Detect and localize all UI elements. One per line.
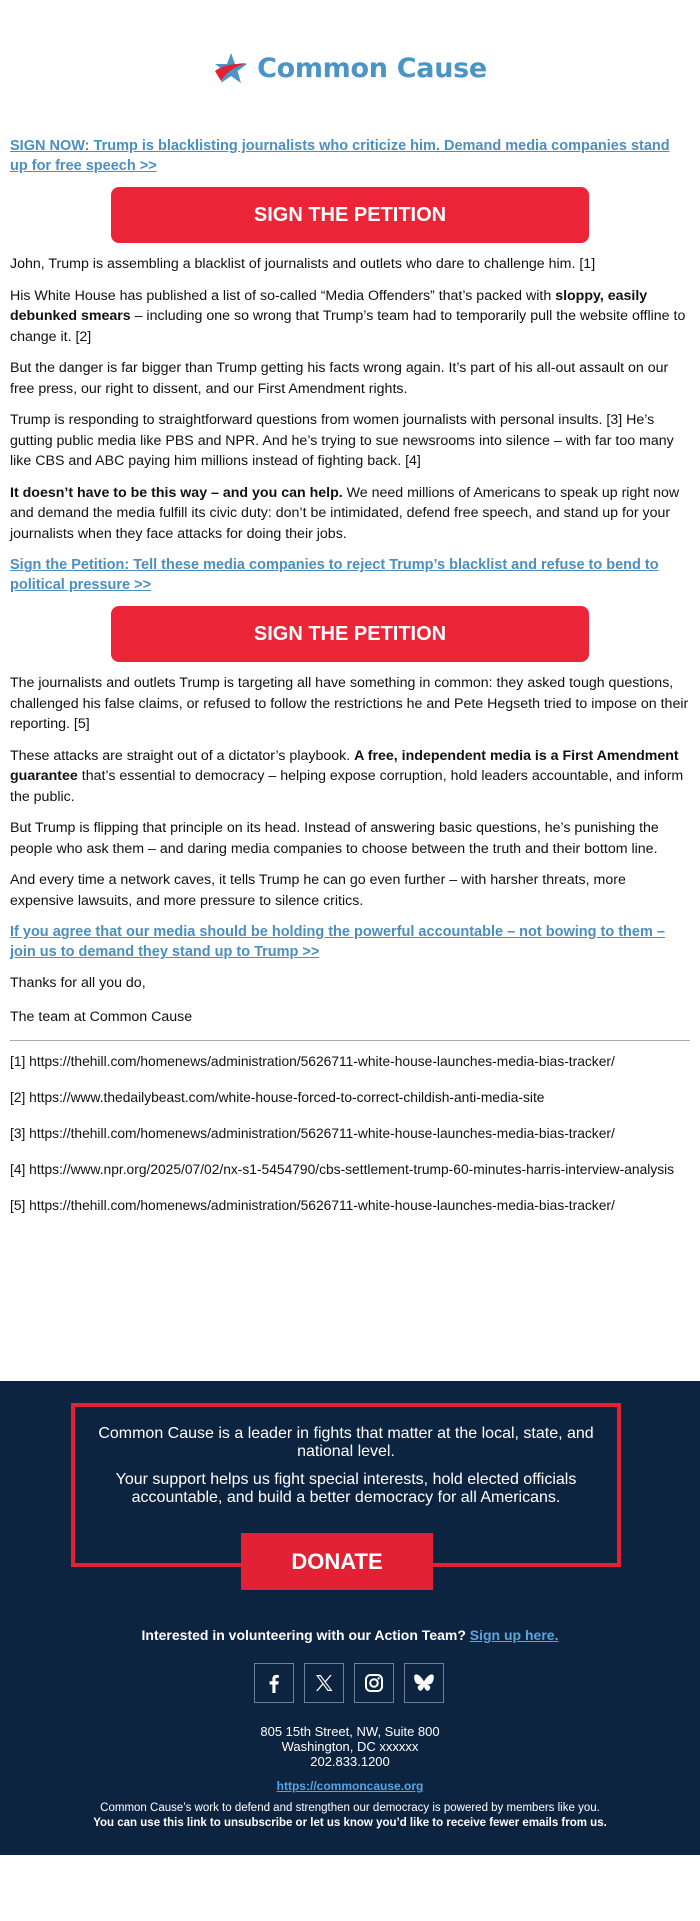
paragraph-2-bold: sloppy, easily debunked smears bbox=[10, 287, 648, 324]
social-links bbox=[254, 1663, 444, 1703]
paragraph-6: The journalists and outlets Trump is targeting all have something in common: they asked tough questions, challenged his false claims, or refused to follow the restrictions he and Pete Hegseth tried to impose on their reporting. [5] bbox=[10, 675, 689, 732]
donate-promo-box bbox=[71, 1403, 621, 1574]
phone-number: 202.833.1200 bbox=[310, 1754, 390, 1769]
paragraph-5-bold: It doesn’t have to be this way – and you can help. bbox=[10, 484, 343, 501]
paragraph-1: John, Trump is assembling a blacklist of journalists and outlets who dare to challenge him. [1] bbox=[10, 256, 596, 272]
email-body bbox=[0, 136, 700, 1216]
promo-line-1: Common Cause is a leader in fights that matter at the local, state, and national level. bbox=[98, 1425, 594, 1460]
paragraph-9: And every time a network caves, it tells Trump he can go even further – with harsher threats, more expensive lawsuits, and more pressure to silence critics. bbox=[10, 872, 626, 909]
paragraph-5 bbox=[10, 483, 690, 545]
sign-petition-link[interactable]: Sign the Petition: Tell these media companies to reject Trump’s blacklist and refuse to bend to political pressure >> bbox=[10, 557, 659, 593]
logo-text: Common Cause bbox=[257, 52, 487, 84]
bluesky-icon[interactable] bbox=[404, 1663, 444, 1703]
reference-4: [4] https://www.npr.org/2025/07/02/nx-s1-5454790/cbs-settlement-trump-60-minutes-harris-interview-analysis bbox=[10, 1162, 675, 1177]
paragraph-4: Trump is responding to straightforward questions from women journalists with personal insults. [3] He’s gutting public media like PBS and NPR. And he’s trying to sue newsrooms into silence – with far too many like CBS and ABC paying him millions instead of fighting back. [4] bbox=[10, 412, 674, 469]
petition-button-wrap-1 bbox=[10, 187, 690, 243]
website-line bbox=[0, 1779, 700, 1793]
sign-petition-button-2[interactable]: SIGN THE PETITION bbox=[111, 606, 589, 662]
website-link[interactable]: https://commoncause.org bbox=[276, 1779, 424, 1793]
paragraph-3: But the danger is far bigger than Trump getting his facts wrong again. It’s part of his all-out assault on our free press, our right to dissent, and our First Amendment rights. bbox=[10, 360, 669, 397]
reference-5: [5] https://thehill.com/homenews/administration/5626711-white-house-launches-media-bias-tracker/ bbox=[10, 1198, 615, 1213]
legal-line-1: Common Cause’s work to defend and strengthen our democracy is powered by members like you. bbox=[100, 1802, 600, 1814]
sign-petition-button-1[interactable]: SIGN THE PETITION bbox=[111, 187, 589, 243]
header-logo-area bbox=[0, 0, 700, 136]
facebook-icon[interactable] bbox=[254, 1663, 294, 1703]
paragraph-8: But Trump is flipping that principle on its head. Instead of answering basic questions, he’s punishing the people who ask them – and daring media companies to choose between the truth and their bottom line. bbox=[10, 820, 659, 857]
promo-line-2: Your support helps us fight special interests, hold elected officials accountable, and build a better democracy for all Americans. bbox=[115, 1471, 577, 1506]
unsubscribe-line[interactable]: You can use this link to unsubscribe or let us know you’d like to receive fewer emails from us. bbox=[93, 1817, 607, 1829]
instagram-icon[interactable] bbox=[354, 1663, 394, 1703]
common-cause-logo[interactable] bbox=[213, 51, 487, 85]
reference-3: [3] https://thehill.com/homenews/administration/5626711-white-house-launches-media-bias-tracker/ bbox=[10, 1126, 615, 1141]
address-line-2: Washington, DC xxxxxx bbox=[281, 1739, 419, 1754]
address-line-1: 805 15th Street, NW, Suite 800 bbox=[260, 1724, 440, 1739]
paragraph-7-text-b: that’s essential to democracy – helping expose corruption, hold leaders accountable, and inform the public. bbox=[10, 768, 684, 805]
volunteer-signup-link[interactable]: Sign up here. bbox=[469, 1627, 559, 1643]
volunteer-line bbox=[0, 1627, 700, 1643]
paragraph-2 bbox=[10, 286, 690, 348]
petition-button-wrap-2 bbox=[10, 606, 690, 662]
paragraph-5-text: We need millions of Americans to speak up right now and demand the media fulfill its civic duty: don’t be intimidated, defend free speech, and stand up for your journalists when they face attacks for doing their jobs. bbox=[10, 484, 680, 542]
volunteer-text: Interested in volunteering with our Action Team? bbox=[141, 1627, 466, 1643]
thanks-text: Thanks for all you do, bbox=[10, 975, 146, 991]
mailing-address bbox=[0, 1724, 700, 1769]
paragraph-7-bold: A free, independent media is a First Amendment guarantee bbox=[10, 747, 679, 784]
legal-text bbox=[0, 1801, 700, 1831]
divider bbox=[10, 1040, 690, 1041]
sign-now-link[interactable]: SIGN NOW: Trump is blacklisting journalists who criticize him. Demand media companies stand up for free speech >> bbox=[10, 138, 670, 174]
paragraph-2-text-b: – including one so wrong that Trump’s team had to temporarily pull the website offline to change it. [2] bbox=[10, 308, 686, 345]
join-us-link[interactable]: If you agree that our media should be holding the powerful accountable – not bowing to them – join us to demand they stand up to Trump >> bbox=[10, 924, 665, 960]
paragraph-7-text-a: These attacks are straight out of a dictator’s playbook. bbox=[10, 747, 355, 764]
reference-2: [2] https://www.thedailybeast.com/white-house-forced-to-correct-childish-anti-media-site bbox=[10, 1090, 545, 1105]
footer bbox=[0, 1381, 700, 1855]
paragraph-2-text-a: His White House has published a list of so-called “Media Offenders” that’s packed with bbox=[10, 287, 556, 304]
star-logo-icon bbox=[213, 51, 249, 85]
x-icon[interactable] bbox=[304, 1663, 344, 1703]
reference-1: [1] https://thehill.com/homenews/administration/5626711-white-house-launches-media-bias-tracker/ bbox=[10, 1054, 615, 1069]
signoff-text: The team at Common Cause bbox=[10, 1008, 193, 1025]
donate-button[interactable]: DONATE bbox=[241, 1533, 433, 1590]
paragraph-7 bbox=[10, 746, 690, 808]
references-list bbox=[10, 1052, 690, 1216]
